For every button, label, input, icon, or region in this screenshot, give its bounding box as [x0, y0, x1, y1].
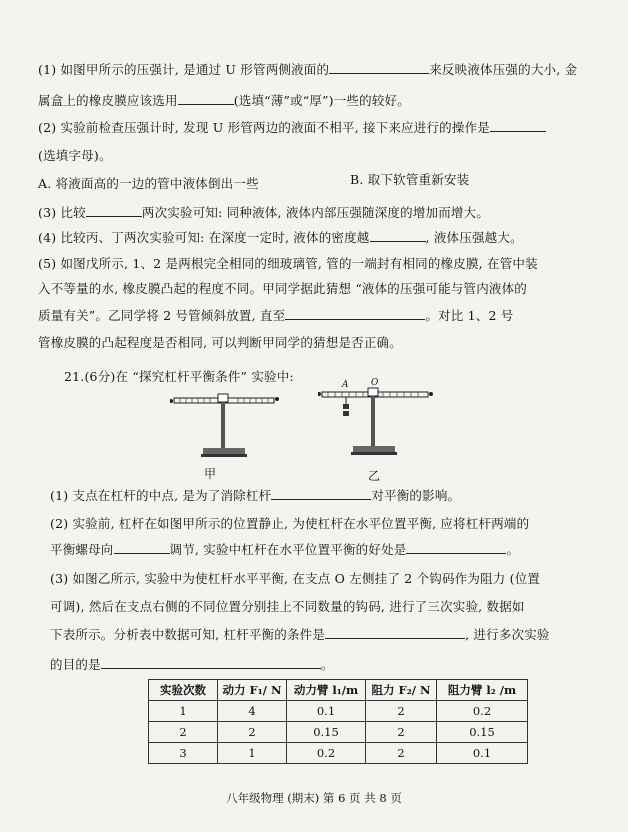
- q20-part3: [38, 203, 489, 221]
- table-cell: 2: [149, 722, 218, 743]
- q20-part2-line2: [38, 146, 112, 164]
- option-a: A. 将液面高的一边的管中液体倒出一些: [38, 176, 259, 191]
- answer-blank[interactable]: [285, 307, 425, 320]
- table-cell: 1: [149, 701, 218, 722]
- q20-part5-line1: [38, 254, 538, 272]
- q20-part1-text-d: (选填“薄”或“厚”)一些的较好。: [233, 93, 410, 108]
- q21-part3-text-d: , 进行多次实验: [465, 627, 550, 642]
- q21-part3-line2: [50, 597, 525, 615]
- q20-part1-line2: [38, 91, 410, 109]
- table-header-cell: 阻力臂 l₂ /m: [437, 680, 528, 701]
- q20-part5-line2: [38, 279, 527, 297]
- q21-part3-line1: [50, 569, 540, 587]
- q20-part5-line3: [38, 306, 514, 324]
- q20-part5-text-a: (5) 如图戊所示, 1、2 是两根完全相同的细玻璃管, 管的一端封有相同的橡皮膜, 在管中装: [38, 256, 538, 271]
- q20-part5-text-d: 。对比 1、2 号: [425, 308, 514, 323]
- table-cell: 1: [218, 743, 287, 764]
- table-cell: 0.1: [287, 701, 366, 722]
- table-row: [149, 701, 528, 722]
- lever-data-table: [148, 679, 528, 764]
- q20-part4: [38, 228, 523, 246]
- figure-label-jia: 甲: [204, 467, 217, 481]
- answer-blank[interactable]: [406, 541, 506, 554]
- answer-blank[interactable]: [370, 229, 426, 242]
- table-header-cell: 阻力 F₂/ N: [366, 680, 437, 701]
- table-cell: 0.15: [437, 722, 528, 743]
- q20-part5-text-c: 质量有关”。乙同学将 2 号管倾斜放置, 直至: [38, 308, 286, 323]
- q20-part4-text-a: (4) 比较丙、丁两次实验可知: 在深度一定时, 液体的密度越: [38, 230, 370, 245]
- table-cell: 2: [366, 722, 437, 743]
- q20-part5-line4: [38, 333, 402, 351]
- answer-blank[interactable]: [490, 119, 546, 132]
- q21-part2-text-a: (2) 实验前, 杠杆在如图甲所示的位置静止, 为使杠杆在水平位置平衡, 应将杠杆两端的: [50, 516, 530, 531]
- table-header-cell: 动力 F₁/ N: [218, 680, 287, 701]
- table-cell: 0.2: [287, 743, 366, 764]
- page-footer: 八年级物理 (期末) 第 6 页 共 8 页: [226, 791, 402, 805]
- table-row: [149, 722, 528, 743]
- q21-heading: [64, 367, 294, 385]
- q21-part3-text-c: 下表所示。分析表中数据可知, 杠杆平衡的条件是: [50, 627, 326, 642]
- answer-blank[interactable]: [178, 92, 234, 105]
- lever-figure-yi: [318, 380, 436, 460]
- lever-figure-jia: [170, 390, 280, 462]
- table-cell: 0.1: [437, 743, 528, 764]
- answer-blank[interactable]: [86, 204, 142, 217]
- q21-part2-text-d: 。: [506, 542, 520, 557]
- table-cell: 0.2: [437, 701, 528, 722]
- table-row: [149, 743, 528, 764]
- q21-head-text: 21.(6分)在 “探究杠杆平衡条件” 实验中:: [64, 369, 294, 384]
- table-header-row: [149, 680, 528, 701]
- q21-part2-text-b: 平衡螺母向: [50, 542, 114, 557]
- q20-option-b-line: [350, 170, 469, 188]
- q21-part2-line2: [50, 540, 519, 558]
- q20-part1-text-c: 属盒上的橡皮膜应该选用: [38, 93, 178, 108]
- table-cell: 2: [218, 722, 287, 743]
- table-cell: 4: [218, 701, 287, 722]
- q20-options: [38, 174, 259, 192]
- q20-part2-text-b: (选填字母)。: [38, 148, 112, 163]
- q21-part3-text-f: 。: [320, 657, 334, 672]
- q20-part2-line1: [38, 118, 546, 136]
- table-cell: 3: [149, 743, 218, 764]
- q20-part1-text-b: 来反映液体压强的大小, 金: [429, 62, 578, 77]
- q21-part3-text-a: (3) 如图乙所示, 实验中为使杠杆水平平衡, 在支点 O 左侧挂了 2 个钩码作为阻力 (位置: [50, 571, 541, 586]
- answer-blank[interactable]: [101, 656, 321, 669]
- q21-part3-line3: [50, 625, 550, 643]
- point-o-label: O: [371, 378, 379, 388]
- figure-label-yi: 乙: [368, 469, 381, 483]
- point-a-label: A: [342, 380, 349, 390]
- q20-part1-line1: [38, 60, 577, 78]
- answer-blank[interactable]: [329, 61, 429, 74]
- q21-part3-text-b: 可调), 然后在支点右侧的不同位置分别挂上不同数量的钩码, 进行了三次实验, 数据如: [50, 599, 525, 614]
- q20-part4-text-b: , 液体压强越大。: [425, 230, 523, 245]
- q21-part1: [50, 486, 460, 504]
- q21-part2-line1: [50, 514, 529, 532]
- option-b: B. 取下软管重新安装: [350, 172, 470, 187]
- q21-part1-text-a: (1) 支点在杠杆的中点, 是为了消除杠杆: [50, 488, 272, 503]
- q20-part3-text-a: (3) 比较: [38, 205, 86, 220]
- q21-part1-text-b: 对平衡的影响。: [371, 488, 461, 503]
- answer-blank[interactable]: [114, 541, 170, 554]
- table-cell: 2: [366, 701, 437, 722]
- q20-part1-text-a: (1) 如图甲所示的压强计, 是通过 U 形管两侧液面的: [38, 62, 330, 77]
- q21-part3-text-e: 的目的是: [50, 657, 101, 672]
- answer-blank[interactable]: [325, 626, 465, 639]
- table-cell: 2: [366, 743, 437, 764]
- q20-part3-text-b: 两次实验可知: 同种液体, 液体内部压强随深度的增加而增大。: [141, 205, 490, 220]
- table-cell: 0.15: [287, 722, 366, 743]
- q20-part5-text-e: 管橡皮膜的凸起程度是否相同, 可以判断甲同学的猜想是否正确。: [38, 335, 402, 350]
- q20-part5-text-b: 入不等量的水, 橡皮膜凸起的程度不同。甲同学据此猜想 “液体的压强可能与管内液体的: [38, 281, 528, 296]
- q21-part2-text-c: 调节, 实验中杠杆在水平位置平衡的好处是: [169, 542, 407, 557]
- q20-part2-text-a: (2) 实验前检查压强计时, 发现 U 形管两边的液面不相平, 接下来应进行的操作是: [38, 120, 490, 135]
- table-header-cell: 动力臂 l₁/m: [287, 680, 366, 701]
- table-header-cell: 实验次数: [149, 680, 218, 701]
- q21-part3-line4: [50, 655, 334, 673]
- answer-blank[interactable]: [271, 487, 371, 500]
